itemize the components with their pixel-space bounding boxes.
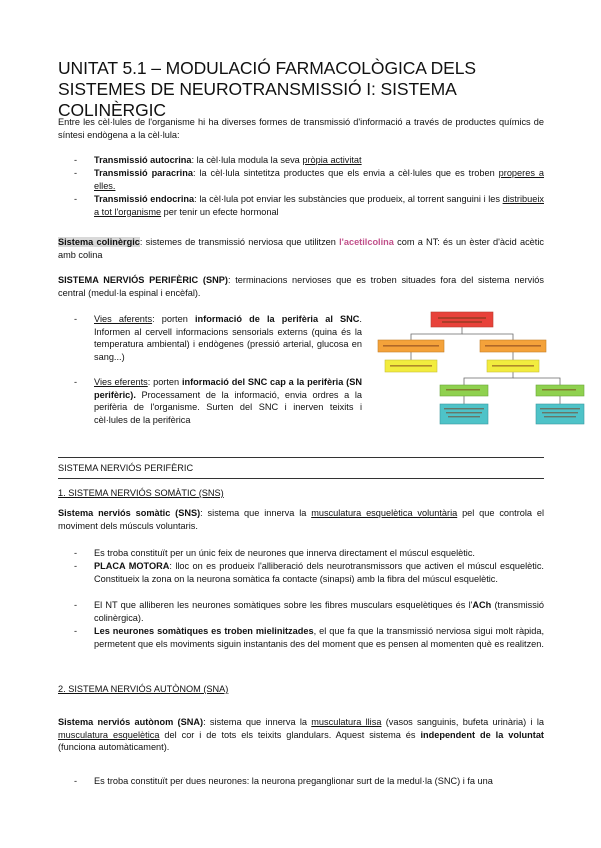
page-title: UNITAT 5.1 – MODULACIÓ FARMACOLÒGICA DELS SISTEMES DE NEUROTRANSMISSIÓ I: SISTEMA COLINÈRGIC xyxy=(58,58,476,120)
sns-paragraph: Sistema nerviós somàtic (SNS): sistema que innerva la musculatura esquelètica voluntària pel que controla el moviment dels músculs voluntaris. xyxy=(58,508,545,531)
snp-paragraph: SISTEMA NERVIÓS PERIFÈRIC (SNP): terminacions nervioses que es troben situades fora del sistema nerviós central (medul·la espinal i encèfal). xyxy=(58,275,544,298)
list-item-efferent: Vies eferents: porten informació del SNC cap a la perifèria (SN perifèric). Processament de la informació, envia ordres a la perifèria de l'organisme. Surten del SNC i inerven teixits i cèl·lules de la perifèrica xyxy=(94,377,362,425)
list-item-endocrine: Transmissió endocrina: la cèl·lula pot enviar les substàncies que produeix, al torrent sanguini i les distribueix a tot l'organisme per tenir un efecte hormonal xyxy=(94,194,544,217)
section-rule-top xyxy=(58,457,544,458)
list-item-paracrine: Transmissió paracrina: la cèl·lula sintetitza productes que els envia a cèl·lules que es troben properes a elles. xyxy=(94,168,544,191)
cholinergic-paragraph: Sistema colinèrgic: sistemes de transmissió nerviosa que utilitzen l'acetilcolina com a NT: és un èster d'àcid acètic amb colina xyxy=(58,237,544,260)
sns-item-single-bundle: Es troba constituït per un únic feix de neurones que innerva directament el múscul esquelètic. xyxy=(94,548,475,558)
diagram-box-autonomic-detail xyxy=(536,404,584,424)
list-item-afferent: Vies aferents: porten informació de la perifèria al SNC. Informen al cervell informacions sensorials externs (quina és la temperatura ambiental) i endògenes (pressió arterial, glucosa en sang...) xyxy=(94,314,362,362)
diagram-box-snp xyxy=(431,312,493,327)
intro-paragraph: Entre les cèl·lules de l'organisme hi ha diverses formes de transmissió d'informació a través de productes químics de síntesi endògena a la cèl·lula: xyxy=(58,117,544,140)
document-page: UNITAT 5.1 – MODULACIÓ FARMACOLÒGICA DELS SISTEMES DE NEUROTRANSMISSIÓ I: SISTEMA COLINÈRGIC Entre les cèl·lules de l'organisme hi ha diverses formes de transmissió d'informació a través de productes químics de síntesi endògena a la cèl·lula: - Transmissió autocrina: la cèl·lula modula la seva pròpia activitat - Transmissió paracrina: la cèl·lula sintetitza productes que els envia a cèl·lules que es troben properes a elles. - Transmissió endocrina: la cèl·lula pot enviar les substàncies que produeix, al torrent sanguini i les distribueix a tot l'organisme per tenir un efecte hormonal Sistema colinèrgic: sistemes de transmissió nerviosa que utilitzen l'acetilcolina com a NT: és un èster d'àcid acètic amb colina SISTEMA NERVIÓS PERIFÈRIC (SNP): terminacions nervioses que es troben situades fora del sistema nerviós central (medul·la espinal i encèfal). - Vies aferents: porten informació de la perifèria al SNC. Informen al cervell informacions sensorials externs (quina és la temperatura ambiental) i endògenes (pressió arterial, glucosa en sang...) - Vies eferents: porten informació del SNC cap a la perifèria (SN perifèric). Processament de la informació, envia ordres a la perifèria de l'organisme. Surten del SNC i inerven teixits i cèl·lules de la perifèrica SISTEMA NERVIÓS PERIFÈRIC 1. SISTEMA NERVIÓS SOMÀTIC (SNS) Sistema nerviós somàtic (SNS): sistema que innerva la musculatura esquelètica voluntària pel que controla el moviment dels músculs voluntaris. - Es troba constituït per un únic feix de neurones que innerva directament el múscul esquelètic. - PLACA MOTORA: lloc on es produeix l'alliberació dels neurotransmissors que activen el múscul esquelètic. Constitueix la zona on la neurona somàtica fa contacte (sinapsi) amb la fibra del múscul esquelètic. - El NT que alliberen les neurones somàtiques sobre les fibres musculars esquelètiques és l'ACh (transmissió colinèrgica). - Les neurones somàtiques es troben mielinitzades, el que fa que la transmissió nerviosa sigui molt ràpida, permetent que els moviments siguin instantanis des del moment que es pensen al momenten què es realitzen. 2. SISTEMA NERVIÓS AUTÒNOM (SNA) Sistema nerviós autònom (SNA): sistema que innerva la musculatura llisa (vasos sanguinis, bufeta urinària) i la musculatura esquelètica del cor i de tots els teixits glandulars. Aquest sistema és independent de la voluntat (funciona automàticament). - Es troba constituït per dues neurones: la neurona preganglionar surt de la medul·la (SNC) i fa una xyxy=(0,0,601,848)
sns-item-myelinated: Les neurones somàtiques es troben mielinitzades, el que fa que la transmissió nerviosa sigui molt ràpida, permetent que els moviments siguin instantanis des del moment que es pensen al momenten què es realitzen. xyxy=(94,626,544,649)
sns-heading: 1. SISTEMA NERVIÓS SOMÀTIC (SNS) xyxy=(58,488,224,498)
sna-item-two-neurons: Es troba constituït per dues neurones: la neurona preganglionar surt de la medul·la (SNC) i fa una xyxy=(94,776,493,786)
sna-paragraph: Sistema nerviós autònom (SNA): sistema que innerva la musculatura llisa (vasos sanguinis, bufeta urinària) i la musculatura esquelètica del cor i de tots els teixits glandulars. Aquest sistema és independent de la voluntat (funciona automàticament). xyxy=(58,717,544,753)
list-item-autocrine: Transmissió autocrina: la cèl·lula modula la seva pròpia activitat xyxy=(94,155,362,165)
diagram-box-somatic-detail xyxy=(440,404,488,424)
sna-heading: 2. SISTEMA NERVIÓS AUTÒNOM (SNA) xyxy=(58,684,229,694)
sns-item-motor-plate: PLACA MOTORA: lloc on es produeix l'alliberació dels neurotransmissors que activen el múscul esquelètic. Constitueix la zona on la neurona somàtica fa contacte (sinapsi) amb la fibra del múscul esquelètic. xyxy=(94,561,544,584)
sns-item-neurotransmitter: El NT que alliberen les neurones somàtiques sobre les fibres musculars esquelètiques és l'ACh (transmissió colinèrgica). xyxy=(94,600,544,623)
section-header: SISTEMA NERVIÓS PERIFÈRIC xyxy=(58,463,194,473)
section-rule-bottom xyxy=(58,478,544,479)
